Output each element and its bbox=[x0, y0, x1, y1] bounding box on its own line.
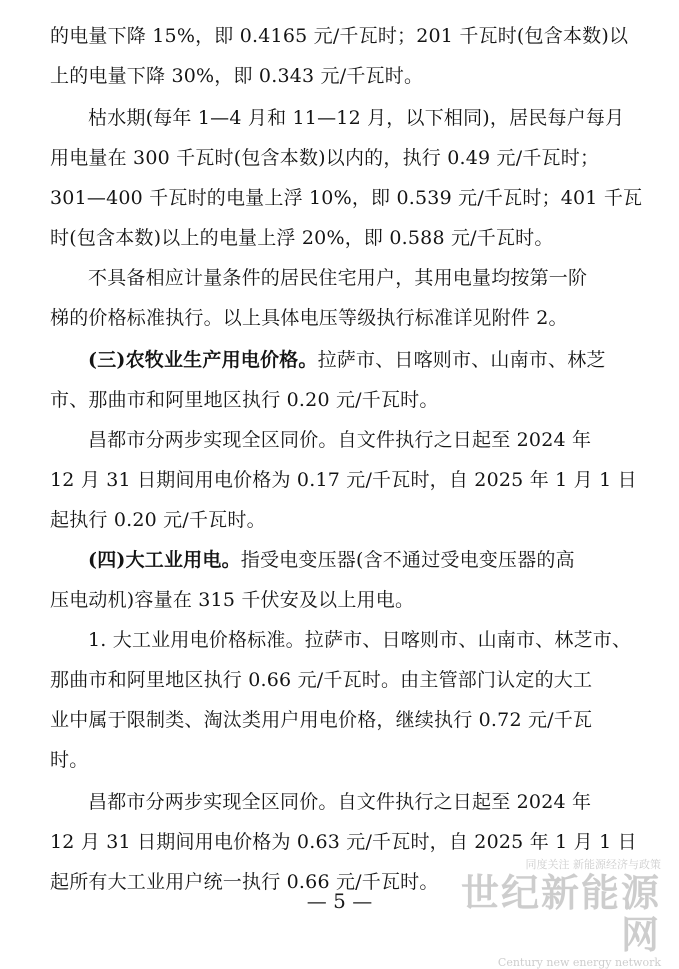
text-line: 那曲市和阿里地区执行 0.66 元/千瓦时。由主管部门认定的大工 bbox=[50, 669, 593, 691]
text-line: 301—400 千瓦时的电量上浮 10%，即 0.539 元/千瓦时；401 千瓦 bbox=[50, 187, 643, 209]
text-line: 1. 大工业用电价格标准。拉萨市、日喀则市、山南市、林芝市、 bbox=[88, 629, 632, 651]
text-line: 12 月 31 日期间用电价格为 0.63 元/千瓦时，自 2025 年 1 月 1 日 bbox=[50, 831, 637, 853]
text-line: 梯的价格标准执行。以上具体电压等级执行标准详见附件 2。 bbox=[50, 307, 568, 329]
watermark-subtitle: Century new energy network bbox=[497, 956, 661, 969]
section-heading: (三)农牧业生产用电价格。 bbox=[88, 349, 318, 371]
text-line: 时。 bbox=[50, 749, 89, 771]
section-text: 指受电变压器(含不通过受电变压器的高 bbox=[240, 549, 575, 571]
watermark-title: 世纪新能源网 bbox=[460, 871, 661, 957]
text-line: 昌都市分两步实现全区同价。自文件执行之日起至 2024 年 bbox=[88, 429, 592, 451]
section-heading-line bbox=[88, 346, 640, 374]
section-text: 拉萨市、日喀则市、山南市、林芝 bbox=[317, 349, 606, 371]
text-line: 业中属于限制类、淘汰类用户用电价格，继续执行 0.72 元/千瓦 bbox=[50, 709, 593, 731]
text-line: 枯水期(每年 1—4 月和 11—12 月，以下相同)，居民每户每月 bbox=[88, 107, 625, 129]
text-line: 上的电量下降 30%，即 0.343 元/千瓦时。 bbox=[50, 65, 424, 87]
text-line: 用电量在 300 千瓦时(包含本数)以内的，执行 0.49 元/千瓦时； bbox=[50, 147, 600, 169]
text-line: 不具备相应计量条件的居民住宅用户，其用电量均按第一阶 bbox=[88, 267, 588, 289]
watermark-tagline: 同度关注 新能源经济与政策 bbox=[525, 858, 661, 871]
text-line: 市、那曲市和阿里地区执行 0.20 元/千瓦时。 bbox=[50, 389, 439, 411]
text-line: 压电动机)容量在 315 千伏安及以上用电。 bbox=[50, 589, 415, 611]
section-heading: (四)大工业用电。 bbox=[88, 549, 241, 571]
text-line: 起执行 0.20 元/千瓦时。 bbox=[50, 509, 266, 531]
section-heading-line bbox=[88, 546, 640, 574]
text-line: 起所有大工业用户统一执行 0.66 元/千瓦时。 bbox=[50, 871, 439, 893]
text-line: 时(包含本数)以上的电量上浮 20%，即 0.588 元/千瓦时。 bbox=[50, 227, 554, 249]
text-line: 昌都市分两步实现全区同价。自文件执行之日起至 2024 年 bbox=[88, 791, 592, 813]
text-line: 12 月 31 日期间用电价格为 0.17 元/千瓦时，自 2025 年 1 月 1 日 bbox=[50, 469, 637, 491]
watermark-logo bbox=[431, 858, 661, 969]
text-line: 的电量下降 15%，即 0.4165 元/千瓦时；201 千瓦时(包含本数)以 bbox=[50, 25, 629, 47]
page-number: — 5 — bbox=[306, 889, 373, 913]
